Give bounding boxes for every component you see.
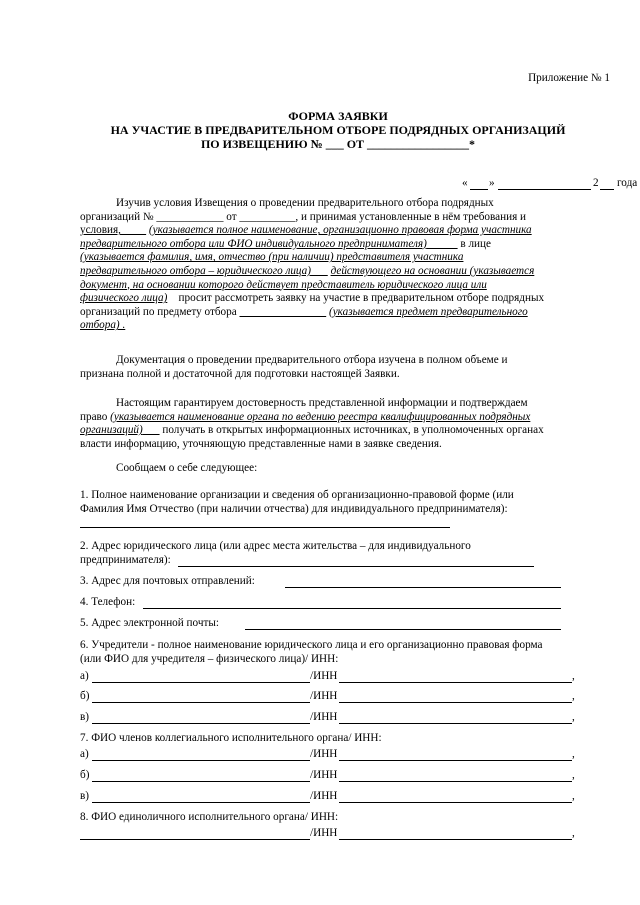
item-6-row-v-letter: в) (80, 711, 90, 723)
item-6-row-a-inn-field[interactable] (339, 682, 572, 683)
item-6-label: 6. Учредители - полное наименование юридического лица и его организационно правовая форма (80, 639, 543, 651)
item-4-field[interactable] (143, 608, 561, 609)
item-1-label: 1. Полное наименование организации и сведения об организационно-правовой форме (или (80, 489, 514, 501)
item-7-row-v-comma: , (572, 790, 575, 802)
item-8-label: 8. ФИО единоличного исполнительного органа/ ИНН: (80, 811, 339, 823)
item-6-row-b-letter: б) (80, 690, 90, 702)
item-7-row-b-name-field[interactable] (92, 781, 310, 782)
item-6-row-v-inn: /ИНН (310, 711, 338, 723)
item-7-row-b-letter: б) (80, 769, 90, 781)
item-8-inn: /ИНН (310, 827, 338, 839)
date-month-line (498, 189, 591, 190)
item-1-field[interactable] (80, 527, 450, 528)
item-2-label: 2. Адрес юридического лица (или адрес места жительства – для индивидуального (80, 540, 471, 552)
item-7-label: 7. ФИО членов коллегиального исполнительного органа/ ИНН: (80, 732, 382, 744)
item-7-row-b-inn-field[interactable] (339, 781, 572, 782)
form-notice-line: ПО ИЗВЕЩЕНИЮ № ___ ОТ _________________* (200, 137, 476, 151)
date-year-prefix: 2 (593, 177, 599, 189)
item-7-row-b-inn: /ИНН (310, 769, 338, 781)
item-7-row-v-inn-field[interactable] (339, 802, 572, 803)
item-3-label: 3. Адрес для почтовых отправлений: (80, 575, 255, 587)
item-6-label-2: (или ФИО для учредителя – физического лица)/ ИНН: (80, 653, 339, 665)
form-subtitle: НА УЧАСТИЕ В ПРЕДВАРИТЕЛЬНОМ ОТБОРЕ ПОДРЯДНЫХ ОРГАНИЗАЦИЙ (110, 123, 566, 137)
date-day-line (470, 189, 488, 190)
paragraph-documentation: Документация о проведении предварительного отбора изучена в полном объеме и признана полной и достаточной для подготовки настоящей Заявки. (80, 354, 508, 380)
date-year-suffix: года (617, 177, 638, 189)
item-7-row-a-inn: /ИНН (310, 748, 338, 760)
item-7-row-a-inn-field[interactable] (339, 760, 572, 761)
date-year-line (600, 189, 614, 190)
item-2-label-2: предпринимателя): (80, 554, 171, 566)
item-8-name-field[interactable] (80, 839, 310, 840)
item-5-label: 5. Адрес электронной почты: (80, 617, 219, 629)
item-6-row-b-comma: , (572, 690, 575, 702)
intro-text: Сообщаем о себе следующее: (116, 462, 258, 474)
item-6-row-b-name-field[interactable] (92, 702, 310, 703)
item-7-row-v-inn: /ИНН (310, 790, 338, 802)
item-6-row-a-name-field[interactable] (92, 682, 310, 683)
item-7-row-v-name-field[interactable] (92, 802, 310, 803)
paragraph-guarantee: Настоящим гарантируем достоверность представленной информации и подтверждаем право (указывается наименование органа по ведению реестра квалифицированных подрядных организаций) получать в открытых информационных источниках, в уполномоченных органах власти информацию, уточняющую представленные нами в заявке сведения. (80, 397, 544, 450)
date-quote-open: « (462, 177, 468, 189)
item-8-comma: , (572, 827, 575, 839)
item-1-label-2: Фамилия Имя Отчество (при наличии отчества) для индивидуального предпринимателя): (80, 503, 508, 515)
item-7-row-a-name-field[interactable] (92, 760, 310, 761)
item-8-inn-field[interactable] (339, 839, 572, 840)
item-6-row-a-comma: , (572, 670, 575, 682)
item-7-row-a-comma: , (572, 748, 575, 760)
item-6-row-a-inn: /ИНН (310, 670, 338, 682)
item-5-field[interactable] (245, 629, 561, 630)
item-6-row-b-inn: /ИНН (310, 690, 338, 702)
item-2-field[interactable] (178, 566, 534, 567)
form-title: ФОРМА ЗАЯВКИ (288, 109, 388, 123)
item-6-row-a-letter: а) (80, 670, 89, 682)
item-6-row-v-inn-field[interactable] (339, 723, 572, 724)
item-6-row-b-inn-field[interactable] (339, 702, 572, 703)
appendix-label: Приложение № 1 (528, 72, 610, 84)
paragraph-application: Изучив условия Извещения о проведении предварительного отбора подрядных организаций № ____________ от __________, и принимая установленные в нём требования и условия, (указывается полное наименование, организационно правовая форма участника предварительного отбора или ФИО индивидуального предпринимателя) в лице (указывается фамилия, имя, отчество (при наличии) представителя участника предварительного отбора – юридического лица) действующего на основании (указывается документ, на основании которого действует представитель юридического лица или физического лица) просит рассмотреть заявку на участие в предварительном отборе подрядных организаций по предмету отбора (указывается предмет предварительного отбора) . (80, 197, 545, 332)
item-7-row-b-comma: , (572, 769, 575, 781)
item-6-row-v-name-field[interactable] (92, 723, 310, 724)
item-7-row-v-letter: в) (80, 790, 90, 802)
item-6-row-v-comma: , (572, 711, 575, 723)
item-4-label: 4. Телефон: (80, 596, 136, 608)
item-7-row-a-letter: а) (80, 748, 89, 760)
date-quote-close: » (489, 177, 495, 189)
item-3-field[interactable] (285, 587, 561, 588)
